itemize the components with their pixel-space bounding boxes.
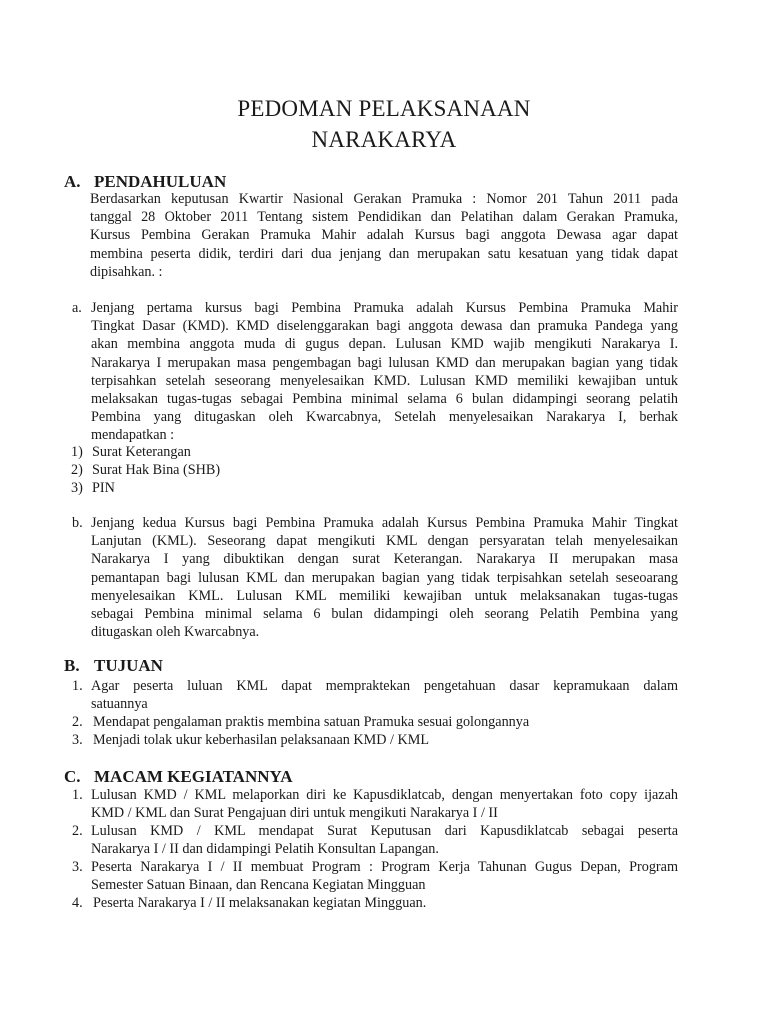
item-line: melaksakan tugas-tugas sebagai Pembina minimal selama 6 bulan didampingi seorang pelatih: [91, 391, 678, 408]
sublist-marker: 3): [71, 480, 83, 496]
item-line: Peserta Narakarya I / II membuat Program : Program Kerja Tahunan Gugus Depan, Program: [91, 859, 678, 875]
item-line: Pembina yang ditugaskan oleh Kwarcabnya, Setelah menyelesaikan Narakarya I, berhak: [91, 409, 678, 426]
intro-line: Kursus Pembina Gerakan Pramuka Mahir adalah Kursus bagi anggota Dewasa agar dapat: [90, 227, 678, 244]
item-marker: b.: [72, 515, 83, 531]
item-line: Lulusan KMD / KML melaporkan diri ke Kapusdiklatcab, dengan menyertakan foto copy ijazah: [91, 787, 678, 803]
section-c-item: [72, 822, 678, 858]
item-line: akan membina anggota muda di gugus depan. Lulusan KMD wajib mengikuti Narakarya I.: [91, 336, 678, 353]
section-c-heading: [64, 767, 293, 787]
item-line: Peserta Narakarya I / II melaksanakan kegiatan Mingguan.: [93, 895, 427, 911]
sublist-text: Surat Hak Bina (SHB): [92, 462, 221, 478]
section-a-item-b: [72, 514, 678, 644]
intro-line: dipisahkan. :: [90, 263, 163, 280]
item-line: pemantapan bagi lulusan KML dan merupakan bagian yang tidak terpisahkan setelah seseoarang: [91, 569, 678, 586]
section-c-letter: C.: [64, 767, 81, 786]
item-line: terpisahkan setelah seseorang menyelesaikan KMD. Lulusan KMD memiliki kewajiban untuk: [91, 372, 678, 389]
section-a-item-a: [72, 299, 678, 449]
item-marker: 3.: [72, 859, 83, 875]
item-line: Jenjang pertama kursus bagi Pembina Pramuka adalah Kursus Pembina Pramuka Mahir: [91, 300, 678, 316]
section-b-letter: B.: [64, 656, 80, 675]
item-marker: 1.: [72, 678, 83, 694]
section-a-letter: A.: [64, 172, 81, 191]
item-line: Jenjang kedua Kursus bagi Pembina Pramuka adalah Kursus Pembina Pramuka Mahir Tingkat: [91, 515, 678, 531]
sublist-text: PIN: [92, 480, 115, 496]
item-line: Narakarya I yang dibuktikan dengan surat Keterangan. Narakarya II merupakan masa: [91, 551, 678, 568]
section-a-heading: [64, 172, 226, 192]
item-marker: 4.: [72, 895, 83, 911]
item-marker: 3.: [72, 732, 83, 748]
item-a-body: [91, 299, 678, 445]
item-line: Lulusan KMD / KML mendapat Surat Keputusan dari Kapusdiklatcab sebagai peserta: [91, 823, 678, 839]
intro-line: membina peserta didik, terdiri dari dua jenjang dan merupakan satu kesatuan yang tidak dapat: [90, 245, 678, 262]
item-b-body: [91, 514, 678, 641]
section-c-item: [72, 858, 678, 894]
section-b-title: TUJUAN: [94, 656, 163, 675]
item-line: Menjadi tolak ukur keberhasilan pelaksanaan KMD / KML: [93, 732, 430, 748]
section-b-heading: [64, 656, 163, 676]
item-marker: a.: [72, 300, 82, 316]
sublist-text: Surat Keterangan: [92, 444, 191, 460]
sublist-marker: 2): [71, 462, 83, 478]
item-line: Lanjutan (KML). Seseorang dapat mengikuti KML dengan persyaratan telah menyelesaikan: [91, 533, 678, 550]
item-marker: 1.: [72, 787, 83, 803]
sublist-item: [71, 461, 371, 479]
item-line: Narakarya I merupakan masa pengembagan bagi lulusan KMD dan merupakan bagian yang tidak: [91, 354, 678, 371]
sublist-item: [71, 479, 371, 497]
section-b-item: [72, 713, 678, 731]
section-c-title: MACAM KEGIATANNYA: [94, 767, 293, 786]
item-marker: 2.: [72, 714, 83, 730]
item-line: KMD / KML dan Surat Pengajuan diri untuk mengikuti Narakarya I / II: [91, 805, 498, 822]
item-line: Tingkat Dasar (KMD). KMD diselenggarakan bagi anggota dewasa dan pramuka Pandega yang: [91, 318, 678, 335]
sublist-item: [71, 443, 371, 461]
item-line: menyelesaikan KML. Lulusan KML memiliki kewajiban untuk melaksanakan tugas-tugas: [91, 587, 678, 604]
item-line: satuannya: [91, 696, 148, 713]
intro-line: tanggal 28 Oktober 2011 Tentang sistem Pendidikan dan Pelatihan dalam Gerakan Pramuka,: [90, 209, 678, 226]
document-title-line2: NARAKARYA: [311, 127, 457, 152]
document-title-line1: PEDOMAN PELAKSANAAN: [237, 96, 531, 121]
section-b-item: [72, 731, 678, 749]
item-line: Narakarya I / II dan didampingi Pelatih Konsultan Lapangan.: [91, 841, 439, 858]
section-a-intro: [90, 190, 678, 281]
item-line: mendapatkan :: [91, 427, 175, 444]
item-line: sebagai Pembina minimal selama 6 bulan didampingi oleh seorang Pelatih Pembina yang: [91, 606, 678, 623]
section-b-item: [72, 677, 678, 713]
section-c-item: [72, 786, 678, 822]
item-line: ditugaskan oleh Kwarcabnya.: [91, 624, 260, 641]
item-marker: 2.: [72, 823, 83, 839]
item-line: Agar peserta luluan KML dapat mempraktekan pengetahuan dasar kepramukaan dalam: [91, 678, 678, 694]
section-c-item: [72, 894, 678, 912]
sublist-marker: 1): [71, 444, 83, 460]
item-line: Mendapat pengalaman praktis membina satuan Pramuka sesuai golongannya: [93, 714, 530, 730]
intro-line: Berdasarkan keputusan Kwartir Nasional Gerakan Pramuka : Nomor 201 Tahun 2011 pada: [90, 191, 678, 207]
item-line: Semester Satuan Binaan, dan Rencana Kegiatan Mingguan: [91, 877, 426, 894]
section-a-title: PENDAHULUAN: [94, 172, 227, 191]
